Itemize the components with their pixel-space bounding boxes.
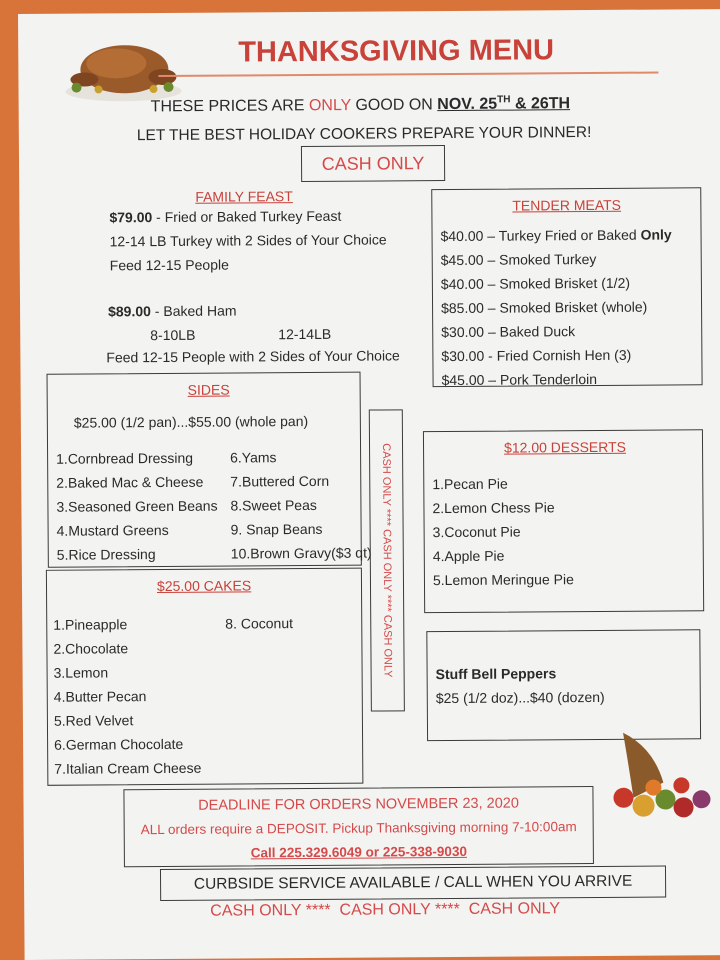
menu-title: THANKSGIVING MENU (238, 34, 555, 69)
list-item: 2.Baked Mac & Cheese (56, 473, 204, 491)
sides-price: $25.00 (1/2 pan)...$55.00 (whole pan) (73, 412, 309, 431)
list-item: 5.Red Velvet (53, 712, 134, 729)
list-item: 4.Apple Pie (432, 547, 505, 565)
vertical-cash-text: CASH ONLY **** CASH ONLY **** CASH ONLY (380, 443, 394, 678)
list-item: 9. Snap Beans (230, 520, 323, 538)
list-item: 6.German Chocolate (54, 735, 184, 753)
list-item: 1.Cornbread Dressing (56, 449, 194, 467)
cakes-box (46, 568, 364, 786)
ham-size-large: 12-14LB (278, 325, 332, 343)
list-item: 7.Italian Cream Cheese (54, 759, 202, 777)
price-validity-line: THESE PRICES ARE ONLY GOOD ON NOV. 25TH & 26TH (150, 94, 571, 116)
list-item: 4.Mustard Greens (56, 521, 169, 539)
list-item: $85.00 – Smoked Brisket (whole) (441, 298, 648, 317)
curbside-box (160, 865, 666, 901)
list-item: 5.Lemon Meringue Pie (432, 571, 574, 589)
peppers-title: Stuff Bell Peppers (435, 665, 557, 683)
desserts-list (432, 471, 574, 592)
list-item: $40.00 – Turkey Fried or Baked Only (440, 226, 672, 245)
menu-paper (18, 9, 720, 960)
family-feast-turkey-detail: 12-14 LB Turkey with 2 Sides of Your Choice (109, 231, 387, 250)
list-item: 6.Yams (230, 449, 277, 466)
cornucopia-icon (593, 727, 720, 828)
list-item: $45.00 – Smoked Turkey (440, 250, 597, 269)
deadline-box (123, 786, 594, 867)
tagline: LET THE BEST HOLIDAY COOKERS PREPARE YOUR DINNER! (136, 124, 592, 145)
sides-list-right (230, 445, 372, 566)
desserts-heading: $12.00 DESSERTS (503, 438, 627, 456)
family-feast-turkey-serves: Feed 12-15 People (109, 256, 229, 274)
deposit-text: ALL orders require a DEPOSIT. Pickup Thanksgiving morning 7-10:00am (140, 819, 577, 838)
footer-cash-only: CASH ONLY **** CASH ONLY **** CASH ONLY (210, 900, 561, 920)
list-item: 2.Lemon Chess Pie (432, 499, 555, 517)
cash-only-box (301, 145, 445, 182)
list-item: 2.Chocolate (53, 640, 129, 657)
curbside-text: CURBSIDE SERVICE AVAILABLE / CALL WHEN YOU ARRIVE (193, 872, 633, 893)
list-item: $30.00 – Baked Duck (441, 323, 576, 341)
deadline-text: DEADLINE FOR ORDERS NOVEMBER 23, 2020 (198, 795, 519, 814)
list-item: 8.Sweet Peas (230, 496, 317, 514)
list-item: 3.Seasoned Green Beans (56, 497, 218, 515)
list-item: $30.00 - Fried Cornish Hen (3) (441, 346, 632, 365)
family-feast-heading: FAMILY FEAST (195, 188, 293, 205)
ham-size-small: 8-10LB (150, 326, 196, 344)
family-feast-ham: $89.00 - Baked Ham (108, 302, 237, 320)
roast-turkey-icon (58, 25, 189, 106)
sides-list-left (56, 446, 218, 567)
title-underline (158, 72, 658, 77)
tender-meats-heading: TENDER MEATS (512, 196, 622, 214)
cash-only-label: CASH ONLY (321, 153, 425, 174)
cakes-list (53, 612, 201, 781)
cakes-heading: $25.00 CAKES (156, 577, 252, 595)
list-item: 5.Rice Dressing (56, 546, 156, 563)
list-item: 1.Pecan Pie (432, 475, 508, 493)
list-item: $45.00 – Pork Tenderloin (441, 370, 598, 389)
desserts-box (423, 429, 704, 613)
peppers-price: $25 (1/2 doz)...$40 (dozen) (435, 688, 605, 707)
tender-meats-box (431, 187, 702, 387)
sides-heading: SIDES (187, 381, 230, 398)
tender-meats-list (440, 222, 672, 392)
list-item: $40.00 – Smoked Brisket (1/2) (440, 274, 631, 293)
vertical-cash-banner (369, 409, 405, 711)
call-phone-text: Call 225.329.6049 or 225-338-9030 (250, 843, 467, 861)
family-feast-ham-serves: Feed 12-15 People with 2 Sides of Your Choice (106, 347, 400, 366)
peppers-box (426, 629, 701, 741)
list-item: 1.Pineapple (53, 616, 128, 633)
sides-box (47, 372, 372, 568)
list-item: 7.Buttered Corn (230, 472, 330, 490)
family-feast-turkey: $79.00 - Fried or Baked Turkey Feast (109, 207, 342, 226)
list-item: 3.Coconut Pie (432, 523, 521, 541)
list-item: 8. Coconut (225, 615, 294, 632)
list-item: 3.Lemon (53, 664, 109, 681)
list-item: 4.Butter Pecan (53, 688, 147, 705)
list-item: 10.Brown Gravy($3 qt) (230, 544, 372, 562)
